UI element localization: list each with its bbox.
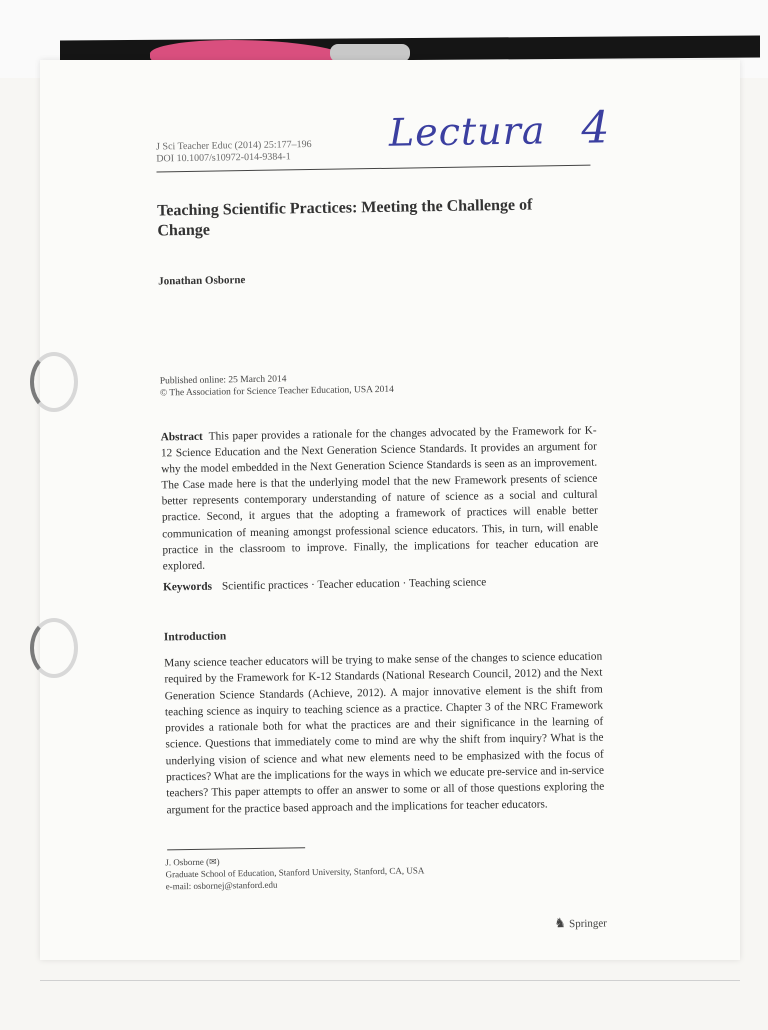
journal-header (156, 139, 312, 165)
page-bottom-edge (40, 980, 740, 981)
abstract-label: Abstract (160, 430, 203, 444)
publication-info (160, 372, 394, 400)
introduction-heading: Introduction (163, 630, 227, 644)
handwritten-number: 4 (581, 102, 611, 154)
abstract-text: This paper provides a rationale for the changes advocated by the Framework for K-12 Science Education and the Next Generation Science Standards. It provides an argument for why the model embedded in the Next Generation Science Standards is seen as an improvement. The Case made here is that the underlying model that the new Framework presents of science better represents contemporary understanding of nature of science as a social and cultural practice. Second, it argues that the adopting a framework of practices will enable better communication of meaning amongst professional science educators. This, in turn, will enable practice in the classroom to improve. Finally, the implications for teacher education are explored. (160, 424, 599, 573)
handwritten-word: Lectura (388, 108, 546, 155)
article-author: Jonathan Osborne (158, 274, 246, 288)
keywords-label: Keywords (162, 580, 213, 594)
handwritten-note (388, 102, 610, 156)
journal-citation: J Sci Teacher Educ (2014) 25:177–196 (156, 139, 312, 153)
springer-horse-icon: ♞ (554, 915, 567, 931)
introduction-text: Many science teacher educators will be trying to make sense of the changes to science education required by the Framework for K-12 Standards (National Research Council, 2012) and the Next Generation Science Standards (Achieve, 2012). A major innovative element is the shift from teaching science as inquiry to teaching science as a practice. Chapter 3 of the NRC Framework provides a rationale both for what the practices are and their significance in the learning of science. Questions that immediately come to mind are why the shift from inquiry? What is the underlying vision of science and what new elements need to be emphasized with the focus of practices? What are the implications for the ways in which we educate pre-service and in-service teachers? This paper attempts to offer an answer to some or all of those questions exploring the argument for the practice based approach and the implications for teacher educators. (164, 650, 605, 817)
header-rule (156, 165, 590, 173)
doi: DOI 10.1007/s10972-014-9384-1 (156, 151, 291, 165)
footnote-rule (167, 847, 305, 850)
publisher-name: Springer (568, 917, 608, 931)
footnote-email: e-mail: osbornej@stanford.edu (165, 879, 278, 892)
author-footnote (165, 852, 424, 892)
abstract (161, 423, 599, 575)
published-date: Published online: 25 March 2014 (159, 374, 287, 387)
publisher-logo (554, 914, 607, 931)
footnote-author: J. Osborne (✉) (165, 856, 220, 868)
keywords (163, 575, 599, 594)
copyright: © The Association for Science Teacher Education, USA 2014 (159, 384, 394, 399)
footnote-affiliation: Graduate School of Education, Stanford University, Stanford, CA, USA (165, 865, 425, 880)
article-title: Teaching Scientific Practices: Meeting the Challenge of Change (156, 196, 533, 240)
keywords-text: Scientific practices · Teacher education · Teaching science (221, 576, 487, 593)
